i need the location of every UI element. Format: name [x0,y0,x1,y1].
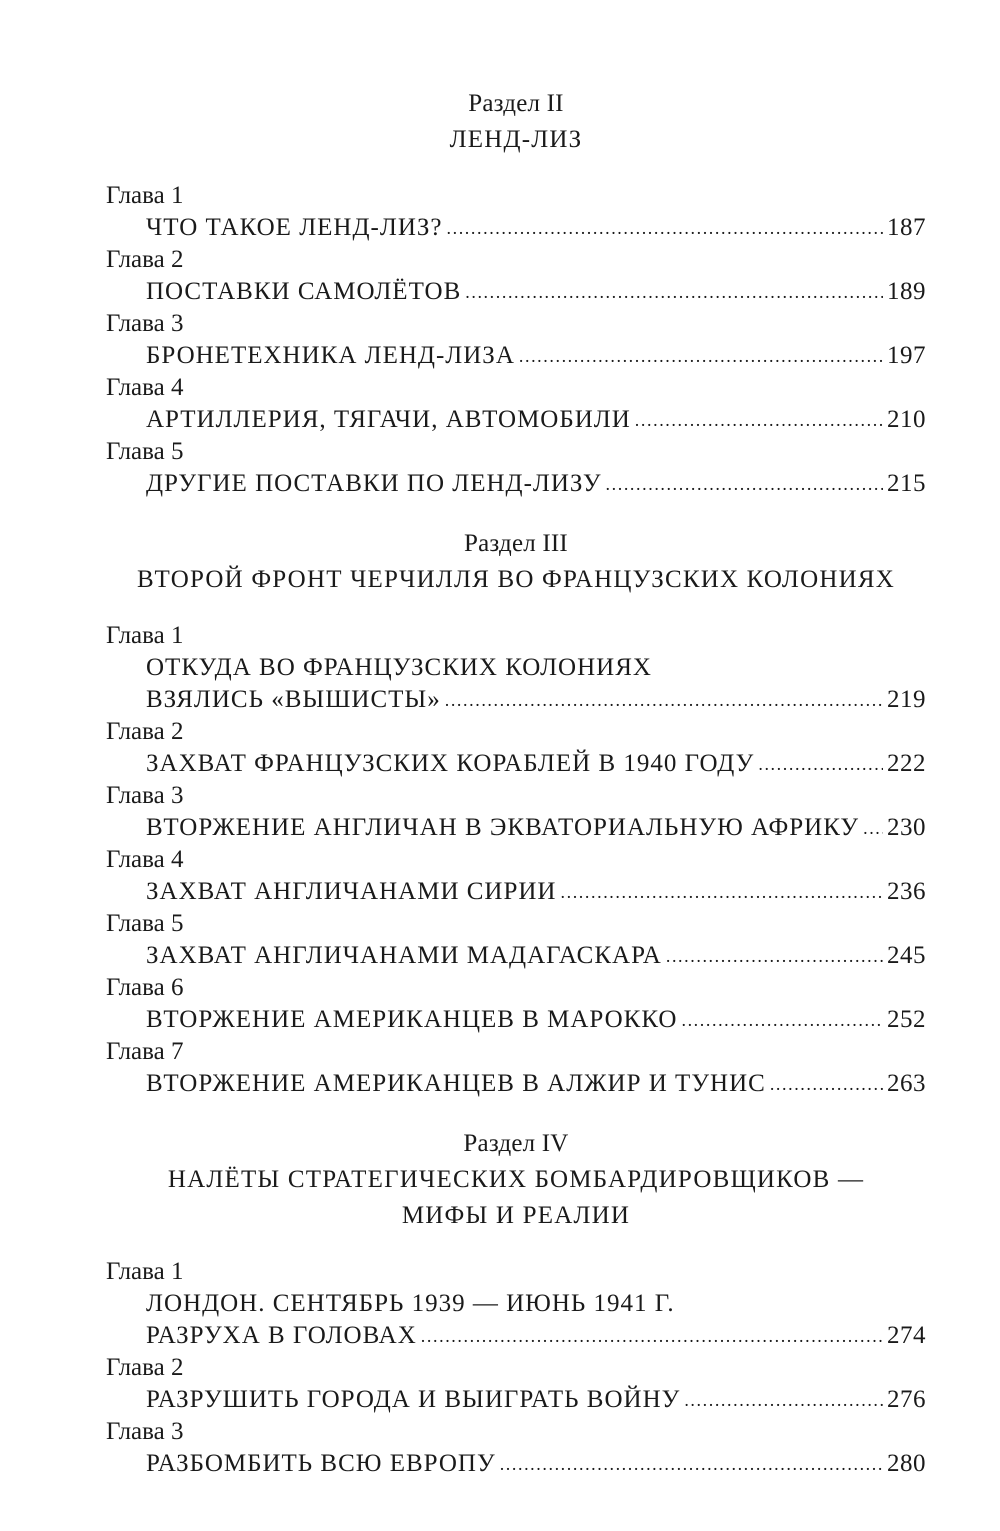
dot-leader [447,212,884,244]
toc-entry [106,780,926,844]
section-label: Раздел II [468,90,564,117]
chapter-label: Глава 1 [106,622,184,649]
chapter-label: Глава 2 [106,246,184,273]
dot-leader [758,748,883,780]
chapter-label: Глава 3 [106,782,184,809]
chapter-label: Глава 1 [106,182,184,209]
page-number: 245 [887,942,926,969]
chapter-title: ЗАХВАТ АНГЛИЧАНАМИ СИРИИ [146,878,557,905]
page-number: 276 [887,1386,926,1413]
page-number: 274 [887,1322,926,1349]
chapter-title: ДРУГИЕ ПОСТАВКИ ПО ЛЕНД-ЛИЗУ [146,470,602,497]
chapter-title: ВТОРЖЕНИЕ АМЕРИКАНЦЕВ В АЛЖИР И ТУНИС [146,1070,766,1097]
toc-section [106,1126,926,1480]
page-number: 236 [887,878,926,905]
page-number: 263 [887,1070,926,1097]
page-number: 219 [887,686,926,713]
dot-leader [561,876,884,908]
chapter-title: ЗАХВАТ АНГЛИЧАНАМИ МАДАГАСКАРА [146,942,662,969]
chapter-title: ВТОРЖЕНИЕ АМЕРИКАНЦЕВ В МАРОККО [146,1006,678,1033]
section-title: ВТОРОЙ ФРОНТ ЧЕРЧИЛЛЯ ВО ФРАНЦУЗСКИХ КОЛОНИЯХ [137,566,895,593]
dot-leader [770,1068,883,1100]
chapter-label: Глава 5 [106,438,184,465]
chapter-label: Глава 1 [106,1258,184,1285]
dot-leader [863,812,883,844]
dot-leader [465,276,883,308]
chapter-title: РАЗРУХА В ГОЛОВАХ [146,1322,417,1349]
page-number: 189 [887,278,926,305]
dot-leader [421,1320,883,1352]
toc-entry [106,1036,926,1100]
page-number: 252 [887,1006,926,1033]
toc-entry [106,620,926,716]
chapter-title: БРОНЕТЕХНИКА ЛЕНД-ЛИЗА [146,342,515,369]
dot-leader [519,340,883,372]
section-heading [106,526,926,598]
chapter-title: ВЗЯЛИСЬ «ВЫШИСТЫ» [146,686,441,713]
dot-leader [666,940,883,972]
section-title: ЛЕНД-ЛИЗ [449,126,583,153]
chapter-title: ЧТО ТАКОЕ ЛЕНД-ЛИЗ? [146,214,443,241]
dot-leader [445,684,883,716]
section-title: МИФЫ И РЕАЛИИ [401,1202,631,1229]
dot-leader [606,468,883,500]
section-heading [106,86,926,158]
chapter-title: РАЗБОМБИТЬ ВСЮ ЕВРОПУ [146,1450,496,1477]
toc-entry [106,972,926,1036]
page-number: 187 [887,214,926,241]
page-number: 215 [887,470,926,497]
dot-leader [500,1448,883,1480]
chapter-label: Глава 6 [106,974,184,1001]
toc-entry [106,1256,926,1352]
section-title: НАЛЁТЫ СТРАТЕГИЧЕСКИХ БОМБАРДИРОВЩИКОВ — [167,1166,865,1193]
toc-entry [106,844,926,908]
chapter-title: АРТИЛЛЕРИЯ, ТЯГАЧИ, АВТОМОБИЛИ [146,406,631,433]
dot-leader [684,1384,883,1416]
chapter-title: ЛОНДОН. СЕНТЯБРЬ 1939 — ИЮНЬ 1941 Г. [146,1290,675,1317]
chapter-label: Глава 4 [106,846,184,873]
page-number: 280 [887,1450,926,1477]
section-label: Раздел III [464,530,568,557]
page-number: 210 [887,406,926,433]
toc-entry [106,908,926,972]
chapter-label: Глава 4 [106,374,184,401]
toc-section [106,526,926,1100]
toc-entry [106,436,926,500]
chapter-label: Глава 3 [106,1418,184,1445]
chapter-title: ОТКУДА ВО ФРАНЦУЗСКИХ КОЛОНИЯХ [146,654,652,681]
page-number: 230 [887,814,926,841]
section-heading [106,1126,926,1234]
toc-section [106,86,926,500]
chapter-title: РАЗРУШИТЬ ГОРОДА И ВЫИГРАТЬ ВОЙНУ [146,1386,681,1413]
chapter-label: Глава 5 [106,910,184,937]
page-number: 222 [887,750,926,777]
chapter-label: Глава 2 [106,1354,184,1381]
chapter-label: Глава 3 [106,310,184,337]
toc-entry [106,716,926,780]
toc-entry [106,244,926,308]
toc-entry [106,1416,926,1480]
toc-entry [106,308,926,372]
dot-leader [635,404,883,436]
toc-entry [106,372,926,436]
chapter-label: Глава 2 [106,718,184,745]
toc-entry [106,180,926,244]
chapter-title: ВТОРЖЕНИЕ АНГЛИЧАН В ЭКВАТОРИАЛЬНУЮ АФРИКУ [146,814,860,841]
chapter-title: ЗАХВАТ ФРАНЦУЗСКИХ КОРАБЛЕЙ В 1940 ГОДУ [146,750,755,777]
toc-entry [106,1352,926,1416]
section-label: Раздел IV [463,1130,569,1157]
chapter-label: Глава 7 [106,1038,184,1065]
dot-leader [681,1004,883,1036]
page-number: 197 [887,342,926,369]
chapter-title: ПОСТАВКИ САМОЛЁТОВ [146,278,462,305]
